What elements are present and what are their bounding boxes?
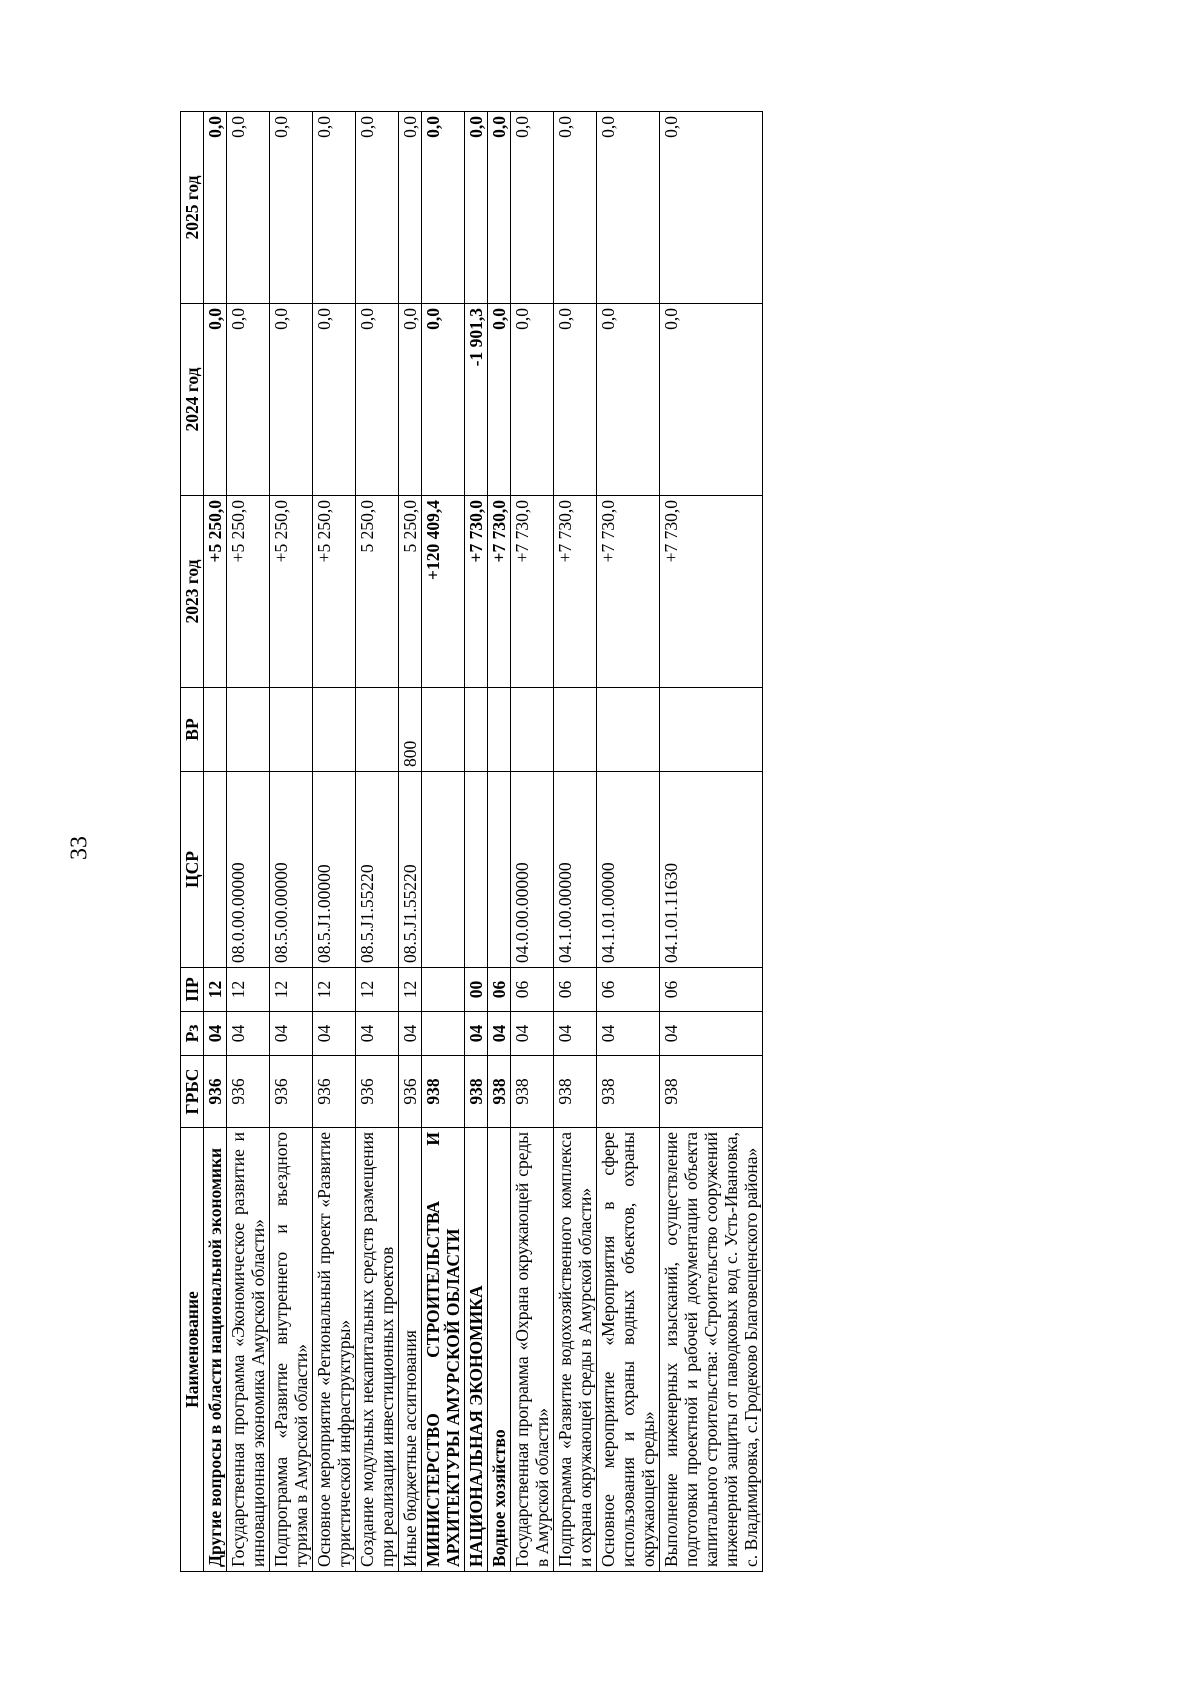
cell-y2024: 0,0 xyxy=(488,304,511,496)
cell-vr xyxy=(227,688,270,772)
cell-rz: 04 xyxy=(597,1012,660,1056)
cell-name: НАЦИОНАЛЬНАЯ ЭКОНОМИКА xyxy=(465,1128,488,1572)
rotated-page-content xyxy=(180,112,763,1572)
cell-grbs: 936 xyxy=(270,1056,313,1128)
cell-pr xyxy=(422,968,465,1012)
cell-pr: 12 xyxy=(313,968,356,1012)
cell-grbs: 936 xyxy=(204,1056,227,1128)
table-row xyxy=(511,112,554,1572)
table-row xyxy=(422,112,465,1572)
budget-table xyxy=(180,111,763,1572)
cell-vr xyxy=(597,688,660,772)
cell-pr: 06 xyxy=(511,968,554,1012)
cell-grbs: 938 xyxy=(554,1056,597,1128)
cell-rz: 04 xyxy=(356,1012,399,1056)
cell-name: Другие вопросы в области национальной экономики xyxy=(204,1128,227,1572)
cell-pr: 12 xyxy=(204,968,227,1012)
cell-pr: 06 xyxy=(660,968,763,1012)
cell-y2024: 0,0 xyxy=(597,304,660,496)
cell-name: Подпрограмма «Развитие внутреннего и въездного туризма в Амурской области» xyxy=(270,1128,313,1572)
cell-y2025: 0,0 xyxy=(270,112,313,304)
table-row xyxy=(204,112,227,1572)
cell-name: Иные бюджетные ассигнования xyxy=(399,1128,422,1572)
table-body xyxy=(204,112,763,1572)
header-pr: ПР xyxy=(181,968,204,1012)
cell-y2025: 0,0 xyxy=(227,112,270,304)
cell-vr xyxy=(488,688,511,772)
cell-vr xyxy=(204,688,227,772)
table-row xyxy=(465,112,488,1572)
cell-y2024: 0,0 xyxy=(660,304,763,496)
cell-grbs: 936 xyxy=(356,1056,399,1128)
cell-y2024: 0,0 xyxy=(511,304,554,496)
cell-y2023: +5 250,0 xyxy=(227,496,270,688)
cell-grbs: 938 xyxy=(511,1056,554,1128)
cell-y2023: +5 250,0 xyxy=(204,496,227,688)
cell-rz: 04 xyxy=(227,1012,270,1056)
cell-y2023: +120 409,4 xyxy=(422,496,465,688)
cell-y2023: +7 730,0 xyxy=(511,496,554,688)
header-2025: 2025 год xyxy=(181,112,204,304)
cell-grbs: 936 xyxy=(399,1056,422,1128)
header-vr: ВР xyxy=(181,688,204,772)
table-row xyxy=(399,112,422,1572)
table-row xyxy=(554,112,597,1572)
table-row xyxy=(597,112,660,1572)
cell-vr xyxy=(422,688,465,772)
cell-y2024: 0,0 xyxy=(313,304,356,496)
cell-vr xyxy=(465,688,488,772)
cell-rz: 04 xyxy=(511,1012,554,1056)
cell-y2025: 0,0 xyxy=(313,112,356,304)
cell-y2023: +7 730,0 xyxy=(660,496,763,688)
header-name: Наименование xyxy=(181,1128,204,1572)
cell-y2025: 0,0 xyxy=(422,112,465,304)
cell-name: Основное мероприятие «Региональный проект «Развитие туристической инфраструктуры» xyxy=(313,1128,356,1572)
cell-grbs: 938 xyxy=(422,1056,465,1128)
cell-vr xyxy=(313,688,356,772)
table-header-row xyxy=(181,112,204,1572)
cell-pr: 12 xyxy=(270,968,313,1012)
cell-y2023: 5 250,0 xyxy=(399,496,422,688)
table-row xyxy=(227,112,270,1572)
cell-name: Подпрограмма «Развитие водохозяйственного комплекса и охрана окружающей среды в Амурской области» xyxy=(554,1128,597,1572)
cell-vr xyxy=(270,688,313,772)
cell-pr: 06 xyxy=(554,968,597,1012)
header-2023: 2023 год xyxy=(181,496,204,688)
cell-csr xyxy=(422,772,465,968)
cell-grbs: 936 xyxy=(227,1056,270,1128)
cell-csr: 08.5.J1.55220 xyxy=(356,772,399,968)
cell-pr: 12 xyxy=(356,968,399,1012)
cell-pr: 00 xyxy=(465,968,488,1012)
cell-y2024: 0,0 xyxy=(204,304,227,496)
cell-vr: 800 xyxy=(399,688,422,772)
cell-csr: 04.1.00.00000 xyxy=(554,772,597,968)
table-row xyxy=(270,112,313,1572)
cell-y2023: +5 250,0 xyxy=(313,496,356,688)
table-row xyxy=(488,112,511,1572)
header-csr: ЦСР xyxy=(181,772,204,968)
cell-y2024: 0,0 xyxy=(227,304,270,496)
page-number: 33 xyxy=(66,836,93,860)
cell-y2025: 0,0 xyxy=(356,112,399,304)
cell-y2023: +7 730,0 xyxy=(597,496,660,688)
table-row xyxy=(660,112,763,1572)
header-grbs: ГРБС xyxy=(181,1056,204,1128)
header-rz: Рз xyxy=(181,1012,204,1056)
cell-y2025: 0,0 xyxy=(597,112,660,304)
cell-y2025: 0,0 xyxy=(660,112,763,304)
cell-name: Основное мероприятие «Мероприятия в сфере использования и охраны водных объектов, охраны окружающей среды» xyxy=(597,1128,660,1572)
table-row xyxy=(356,112,399,1572)
cell-csr: 04.0.00.00000 xyxy=(511,772,554,968)
cell-rz: 04 xyxy=(270,1012,313,1056)
cell-grbs: 938 xyxy=(660,1056,763,1128)
cell-y2025: 0,0 xyxy=(554,112,597,304)
cell-y2024: 0,0 xyxy=(270,304,313,496)
cell-y2023: 5 250,0 xyxy=(356,496,399,688)
cell-y2023: +5 250,0 xyxy=(270,496,313,688)
cell-csr: 08.0.00.00000 xyxy=(227,772,270,968)
cell-name: Государственная программа «Экономическое развитие и инновационная экономика Амурской области» xyxy=(227,1128,270,1572)
cell-rz: 04 xyxy=(660,1012,763,1056)
cell-grbs: 938 xyxy=(465,1056,488,1128)
cell-csr xyxy=(204,772,227,968)
cell-name: Выполнение инженерных изысканий, осуществление подготовки проектной и рабочей документации объекта капитального строительства: «Строительство сооружений инженерной защиты от паводковых вод с. Усть-Ивановка, с. Владимировка, с.Гродеково Благовещенского района» xyxy=(660,1128,763,1572)
cell-grbs: 938 xyxy=(597,1056,660,1128)
cell-csr xyxy=(488,772,511,968)
cell-vr xyxy=(554,688,597,772)
cell-csr xyxy=(465,772,488,968)
cell-csr: 04.1.01.11630 xyxy=(660,772,763,968)
cell-pr: 06 xyxy=(488,968,511,1012)
cell-grbs: 938 xyxy=(488,1056,511,1128)
cell-y2024: 0,0 xyxy=(422,304,465,496)
cell-pr: 12 xyxy=(399,968,422,1012)
cell-name: Водное хозяйство xyxy=(488,1128,511,1572)
cell-vr xyxy=(660,688,763,772)
cell-csr: 04.1.01.00000 xyxy=(597,772,660,968)
cell-grbs: 936 xyxy=(313,1056,356,1128)
cell-y2023: +7 730,0 xyxy=(554,496,597,688)
cell-y2024: 0,0 xyxy=(554,304,597,496)
cell-rz: 04 xyxy=(204,1012,227,1056)
cell-vr xyxy=(356,688,399,772)
cell-name: Государственная программа «Охрана окружающей среды в Амурской области» xyxy=(511,1128,554,1572)
cell-name: МИНИСТЕРСТВО СТРОИТЕЛЬСТВА И АРХИТЕКТУРЫ АМУРСКОЙ ОБЛАСТИ xyxy=(422,1128,465,1572)
cell-pr: 12 xyxy=(227,968,270,1012)
cell-vr xyxy=(511,688,554,772)
cell-y2024: 0,0 xyxy=(356,304,399,496)
cell-csr: 08.5.00.00000 xyxy=(270,772,313,968)
cell-rz: 04 xyxy=(554,1012,597,1056)
cell-y2023: +7 730,0 xyxy=(465,496,488,688)
cell-pr: 06 xyxy=(597,968,660,1012)
cell-y2025: 0,0 xyxy=(204,112,227,304)
cell-rz: 04 xyxy=(488,1012,511,1056)
cell-y2025: 0,0 xyxy=(465,112,488,304)
cell-csr: 08.5.J1.00000 xyxy=(313,772,356,968)
cell-y2025: 0,0 xyxy=(511,112,554,304)
cell-csr: 08.5.J1.55220 xyxy=(399,772,422,968)
cell-rz: 04 xyxy=(399,1012,422,1056)
cell-rz: 04 xyxy=(465,1012,488,1056)
cell-name: Создание модульных некапитальных средств размещения при реализации инвестиционных проектов xyxy=(356,1128,399,1572)
table-row xyxy=(313,112,356,1572)
cell-y2024: -1 901,3 xyxy=(465,304,488,496)
cell-y2025: 0,0 xyxy=(488,112,511,304)
cell-rz xyxy=(422,1012,465,1056)
cell-y2024: 0,0 xyxy=(399,304,422,496)
header-2024: 2024 год xyxy=(181,304,204,496)
cell-y2025: 0,0 xyxy=(399,112,422,304)
cell-y2023: +7 730,0 xyxy=(488,496,511,688)
cell-rz: 04 xyxy=(313,1012,356,1056)
